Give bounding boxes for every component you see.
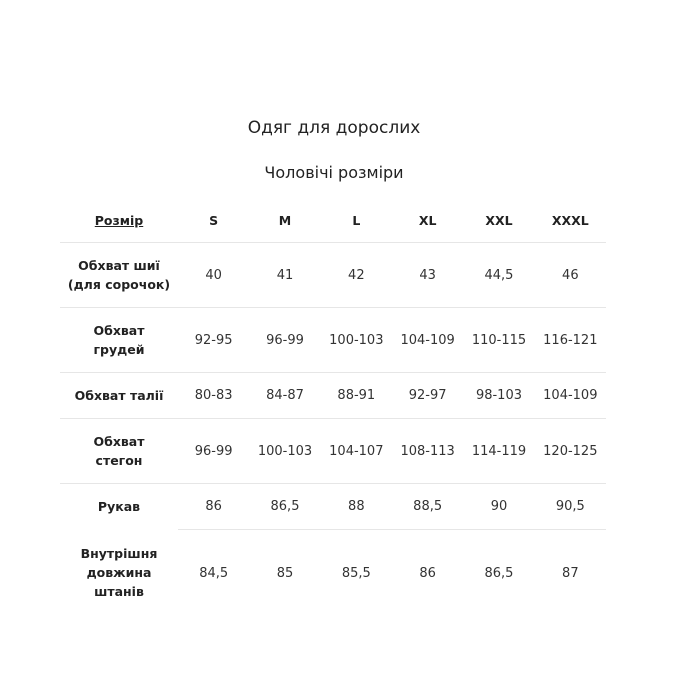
table-cell: 88-91 [337,388,376,403]
table-cell: 104-109 [543,388,598,403]
table-cell: 46 [562,267,579,283]
row-label-line: Внутрішня [80,546,158,562]
table-row-inseam [60,530,606,617]
table-cell: 90,5 [535,484,606,530]
size-header-m: M [278,212,292,228]
table-cell: 96-99 [266,332,304,348]
row-label-chest [60,308,178,373]
table-cell: 100-103 [257,443,313,459]
table-row-hips [60,419,606,484]
table-row-neck [60,243,606,308]
table-cell: 104-107 [329,443,384,459]
row-label-sleeve [60,484,178,530]
size-header-label: Розмір [94,212,144,228]
row-label-line: Обхват [93,434,145,449]
size-header-l: L [352,212,361,228]
table-cell: 104-109 [400,332,455,348]
row-label-line: стегон [95,453,143,468]
row-label-waist [60,373,178,419]
table-cell: 85 [276,565,294,581]
table-row-sleeve [60,484,606,530]
table-cell: 88 [321,484,392,530]
table-cell: 116-121 [543,332,598,348]
table-cell: 90 [463,484,534,530]
table-cell: 84,5 [199,565,229,581]
row-label-line: Обхват [93,323,145,338]
table-cell: 86,5 [484,565,514,581]
table-cell: 86,5 [249,484,320,530]
table-cell: 98-103 [475,388,522,403]
table-cell: 120-125 [543,443,598,459]
row-label-line: Рукав [97,499,141,515]
table-cell: 92-95 [194,332,233,348]
size-header-xl: XL [418,212,437,228]
table-cell: 108-113 [400,443,455,459]
row-label-neck [60,243,178,308]
table-cell: 92-97 [408,388,447,403]
table-cell: 42 [348,267,365,283]
row-label-line: довжина [86,565,152,581]
row-label-line: (для сорочок) [67,277,171,292]
table-cell: 41 [276,267,294,283]
table-cell: 80-83 [194,388,233,403]
table-cell: 40 [205,267,222,283]
table-cell: 96-99 [194,443,233,459]
table-cell: 86 [178,484,249,530]
row-label-line: грудей [93,342,145,357]
row-label-hips [60,419,178,484]
size-header-s: S [209,212,219,228]
size-header-xxl: XXL [485,212,513,228]
row-label-line: штанів [94,584,144,600]
row-label-line: Обхват шиї [78,258,160,273]
table-cell: 110-115 [471,332,527,348]
table-cell: 87 [562,565,579,581]
table-cell: 85,5 [341,565,371,581]
size-table [60,198,606,616]
table-cell: 114-119 [471,443,527,459]
row-label-line: Обхват талії [74,388,164,403]
table-cell: 84-87 [266,388,304,403]
table-cell: 86 [419,565,436,581]
table-header-row [60,198,606,243]
table-cell: 88,5 [392,484,463,530]
table-cell: 100-103 [329,332,384,348]
section-subtitle: Чоловічі розміри [264,163,404,182]
table-row-chest [60,308,606,373]
size-header-xxxl: XXXL [551,212,589,228]
table-cell: 44,5 [484,267,514,283]
table-cell: 43 [419,267,436,283]
page-title: Одяг для дорослих [247,118,421,138]
table-row-waist [60,373,606,419]
row-label-inseam [60,530,178,617]
